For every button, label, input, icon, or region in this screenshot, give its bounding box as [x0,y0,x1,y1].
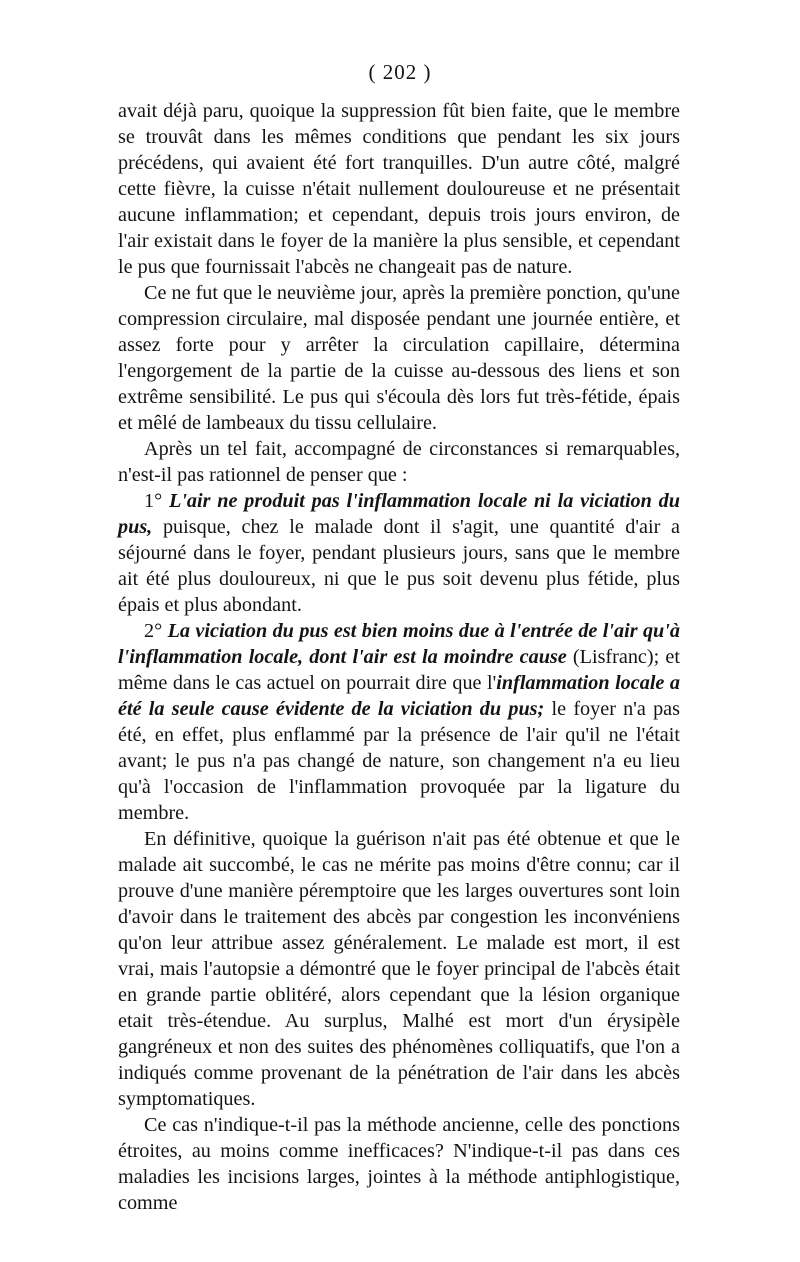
italic-statement: inflammation locale a été la seule cause évidente de la viciation du pus; [118,672,680,720]
page-number: ( 202 ) [368,60,432,84]
item-number: 2° [144,620,168,642]
numbered-paragraph [118,618,680,826]
text-run: le foyer n'a pas été, en effet, plus enflammé par la présence de l'air qu'il ne l'était avant; le pus n'a pas changé de nature, son changement n'a eu lieu qu'à l'occasion de l'inflammation provoquée par la ligature du membre. [118,698,680,824]
text-run: Ce cas n'indique-t-il pas la méthode ancienne, celle des ponctions étroites, au moins comme inefficaces? N'indique-t-il pas dans ces maladies les incisions larges, jointes à la méthode antiphlogistique, comme [118,1114,680,1214]
item-number: 1° [144,490,169,512]
paragraph [118,436,680,488]
paragraph [118,98,680,280]
paragraph [118,1112,680,1216]
paragraph [118,280,680,436]
text-run: avait déjà paru, quoique la suppression fût bien faite, que le membre se trouvât dans les mêmes conditions que pendant les six jours précédens, qui avaient été fort tranquilles. D'un autre côté, malgré cette fièvre, la cuisse n'était nullement douloureuse et ne présentait aucune inflammation; et cependant, depuis trois jours environ, de l'air existait dans le foyer de la manière la plus sensible, et cependant le pus que fournissait l'abcès ne changeait pas de nature. [118,100,680,278]
paragraph [118,826,680,1112]
text-run: Ce ne fut que le neuvième jour, après la première ponction, qu'une compression circulaire, mal disposée pendant une journée entière, et assez forte pour y arrêter la circulation capillaire, détermina l'engorgement de la partie de la cuisse au-dessous des liens et son extrême sensibilité. Le pus qui s'écoula dès lors fut très-fétide, épais et mêlé de lambeaux du tissu cellulaire. [118,282,680,434]
italic-statement: L'air ne produit pas l'inflammation locale ni la viciation du pus, [118,490,680,538]
text-run: (Lisfranc); et même dans le cas actuel on pourrait dire que l' [118,646,680,694]
numbered-paragraph [118,488,680,618]
text-block [118,98,680,1216]
text-run: Après un tel fait, accompagné de circonstances si remarquables, n'est-il pas rationnel de penser que : [118,438,680,486]
italic-statement: La viciation du pus est bien moins due à l'entrée de l'air qu'à l'inflammation locale, dont l'air est la moindre cause [118,620,680,668]
text-run: puisque, chez le malade dont il s'agit, une quantité d'air a séjourné dans le foyer, pendant plusieurs jours, sans que le membre ait été plus douloureux, ni que le pus soit devenu plus fétide, plus épais et plus abondant. [118,516,680,616]
text-run: En définitive, quoique la guérison n'ait pas été obtenue et que le malade ait succombé, le cas ne mérite pas moins d'être connu; car il prouve d'une manière péremptoire que les larges ouvertures sont loin d'avoir dans le traitement des abcès par congestion les inconvéniens qu'on leur attribue assez généralement. Le malade est mort, il est vrai, mais l'autopsie a démontré que le foyer principal de l'abcès était en grande partie oblitéré, alors cependant que la lésion organique etait très-étendue. Au surplus, Malhé est mort d'un érysipèle gangréneux et non des suites des phénomènes colliquatifs, que l'on a indiqués comme provenant de la pénétration de l'air dans les abcès symptomatiques. [118,828,680,1110]
